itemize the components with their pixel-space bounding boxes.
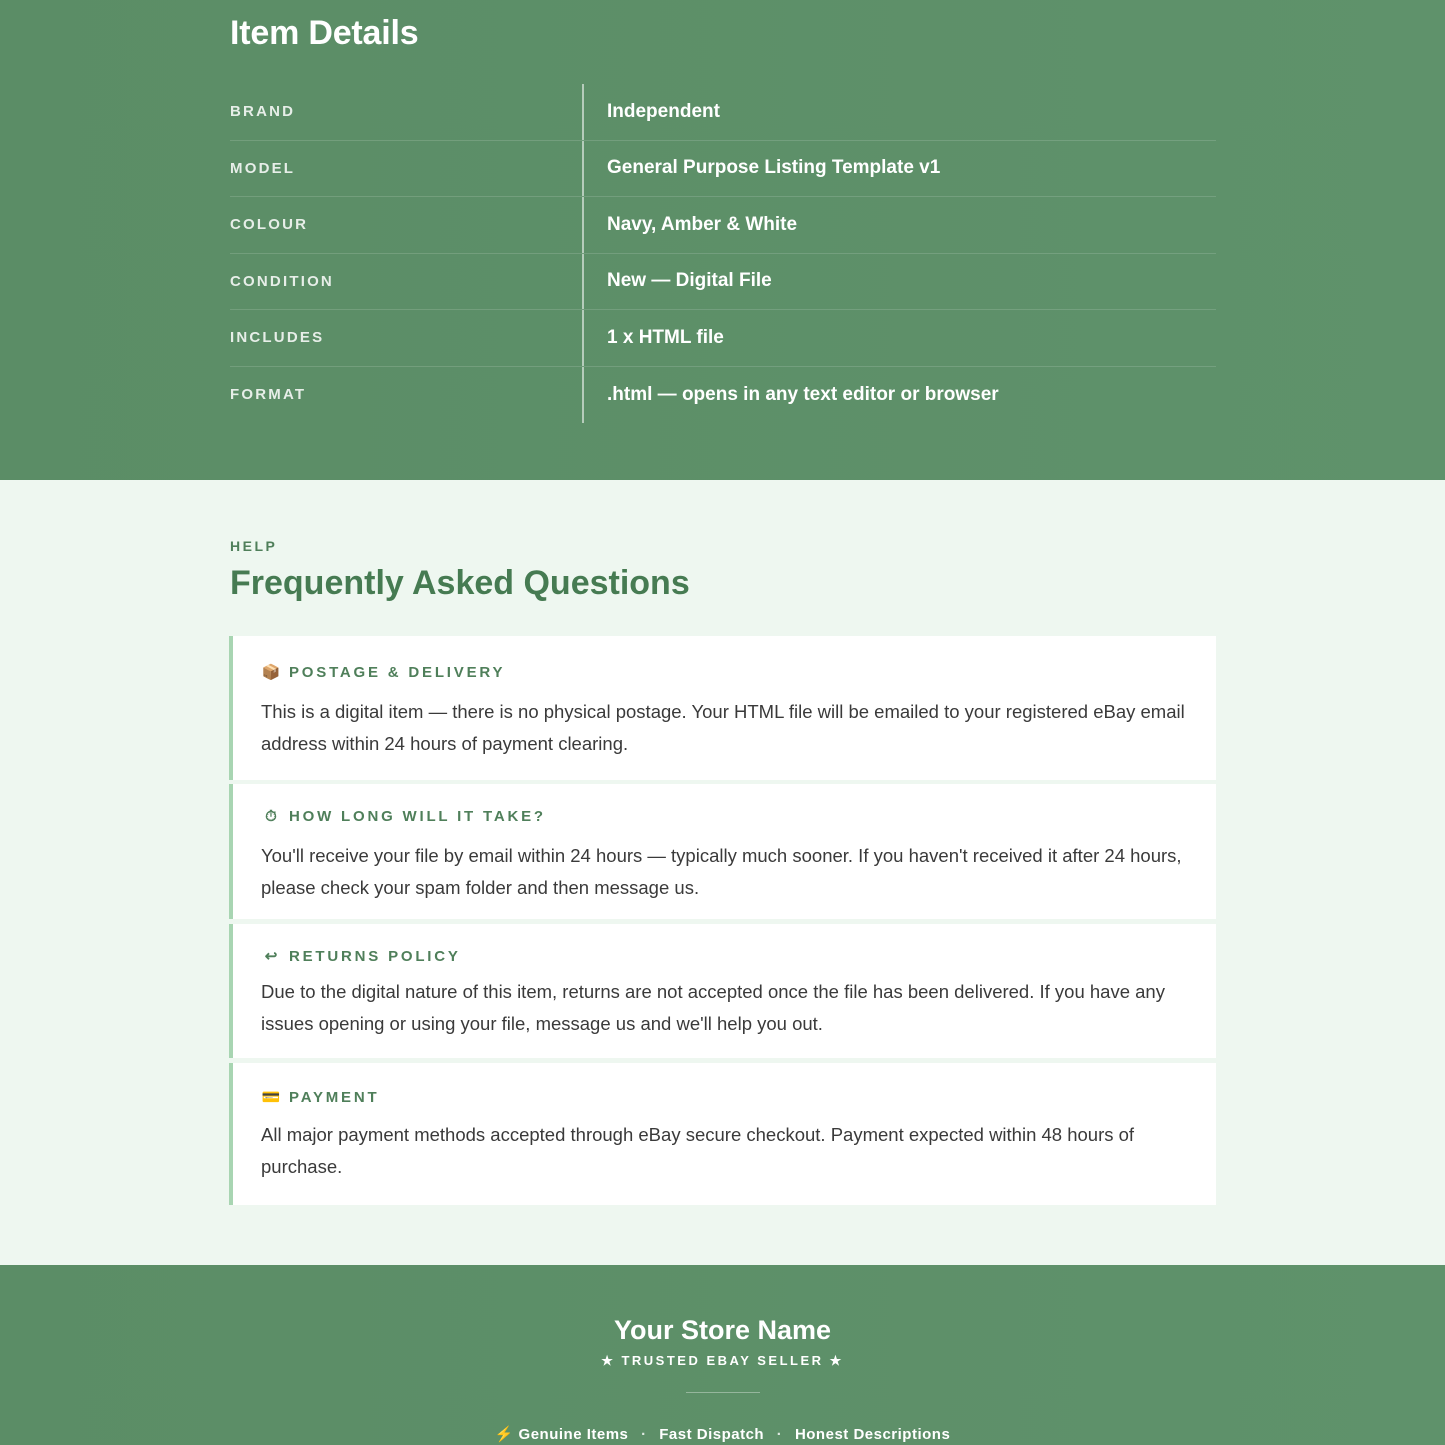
- faq-heading: Frequently Asked Questions: [230, 564, 690, 602]
- spec-row-format: [230, 367, 1216, 424]
- badge-separator: ·: [641, 1426, 647, 1443]
- seller-tagline: ★ TRUSTED EBAY SELLER ★: [601, 1353, 844, 1368]
- faq-section: [0, 480, 1445, 1265]
- spec-table: [230, 84, 1216, 423]
- badge-fast-dispatch: Fast Dispatch: [659, 1426, 765, 1443]
- spec-row-includes: [230, 310, 1216, 367]
- faq-question: POSTAGE & DELIVERY: [289, 663, 506, 681]
- spec-label: COLOUR: [230, 197, 584, 253]
- spec-value: General Purpose Listing Template v1: [607, 157, 941, 179]
- badge-genuine-items: Genuine Items: [518, 1426, 629, 1443]
- spec-value: Independent: [607, 100, 720, 122]
- faq-item-timing: [229, 784, 1216, 919]
- spec-row-model: [230, 141, 1216, 198]
- faq-answer: Due to the digital nature of this item, returns are not accepted once the file has been delivered. If you have any issues opening or using your file, message us and we'll help you out.: [261, 981, 1165, 1034]
- trust-badges: [0, 1425, 1445, 1443]
- spec-label: CONDITION: [230, 254, 584, 310]
- faq-question: PAYMENT: [289, 1088, 380, 1106]
- faq-answer: You'll receive your file by email within 24 hours — typically much sooner. If you haven't received it after 24 hours, please check your spam folder and then message us.: [261, 845, 1182, 898]
- spec-value: 1 x HTML file: [607, 326, 724, 348]
- faq-item-postage: [229, 636, 1216, 780]
- return-arrow-icon: ↩: [264, 948, 278, 965]
- item-details-title: Item Details: [230, 14, 419, 52]
- spec-row-colour: [230, 197, 1216, 254]
- package-icon: 📦: [261, 664, 281, 681]
- faq-item-returns: [229, 924, 1216, 1058]
- faq-question: RETURNS POLICY: [289, 947, 461, 965]
- spec-label: BRAND: [230, 84, 584, 140]
- faq-question: HOW LONG WILL IT TAKE?: [289, 807, 546, 825]
- store-name: Your Store Name: [613, 1315, 832, 1345]
- spec-row-brand: [230, 84, 1216, 141]
- spec-label: INCLUDES: [230, 310, 584, 366]
- footer-divider: [686, 1392, 760, 1393]
- lightning-icon: ⚡: [494, 1426, 514, 1443]
- store-footer: [0, 1265, 1445, 1445]
- stopwatch-icon: ⏱: [265, 807, 277, 825]
- spec-label: MODEL: [230, 141, 584, 197]
- spec-row-condition: [230, 254, 1216, 311]
- faq-item-payment: [229, 1063, 1216, 1205]
- badge-honest-descriptions: Honest Descriptions: [794, 1426, 951, 1443]
- spec-value: Navy, Amber & White: [607, 213, 798, 235]
- faq-answer: All major payment methods accepted through eBay secure checkout. Payment expected within 48 hours of purchase.: [261, 1124, 1135, 1177]
- faq-eyebrow: HELP: [230, 538, 278, 554]
- credit-card-icon: 💳: [261, 1089, 281, 1106]
- badge-separator: ·: [776, 1426, 783, 1443]
- spec-label: FORMAT: [230, 367, 584, 424]
- item-details-section: [0, 0, 1445, 480]
- spec-value: .html — opens in any text editor or browser: [607, 383, 999, 405]
- spec-value: New — Digital File: [607, 270, 772, 292]
- faq-answer: This is a digital item — there is no physical postage. Your HTML file will be emailed to your registered eBay email address within 24 hours of payment clearing.: [261, 701, 1185, 754]
